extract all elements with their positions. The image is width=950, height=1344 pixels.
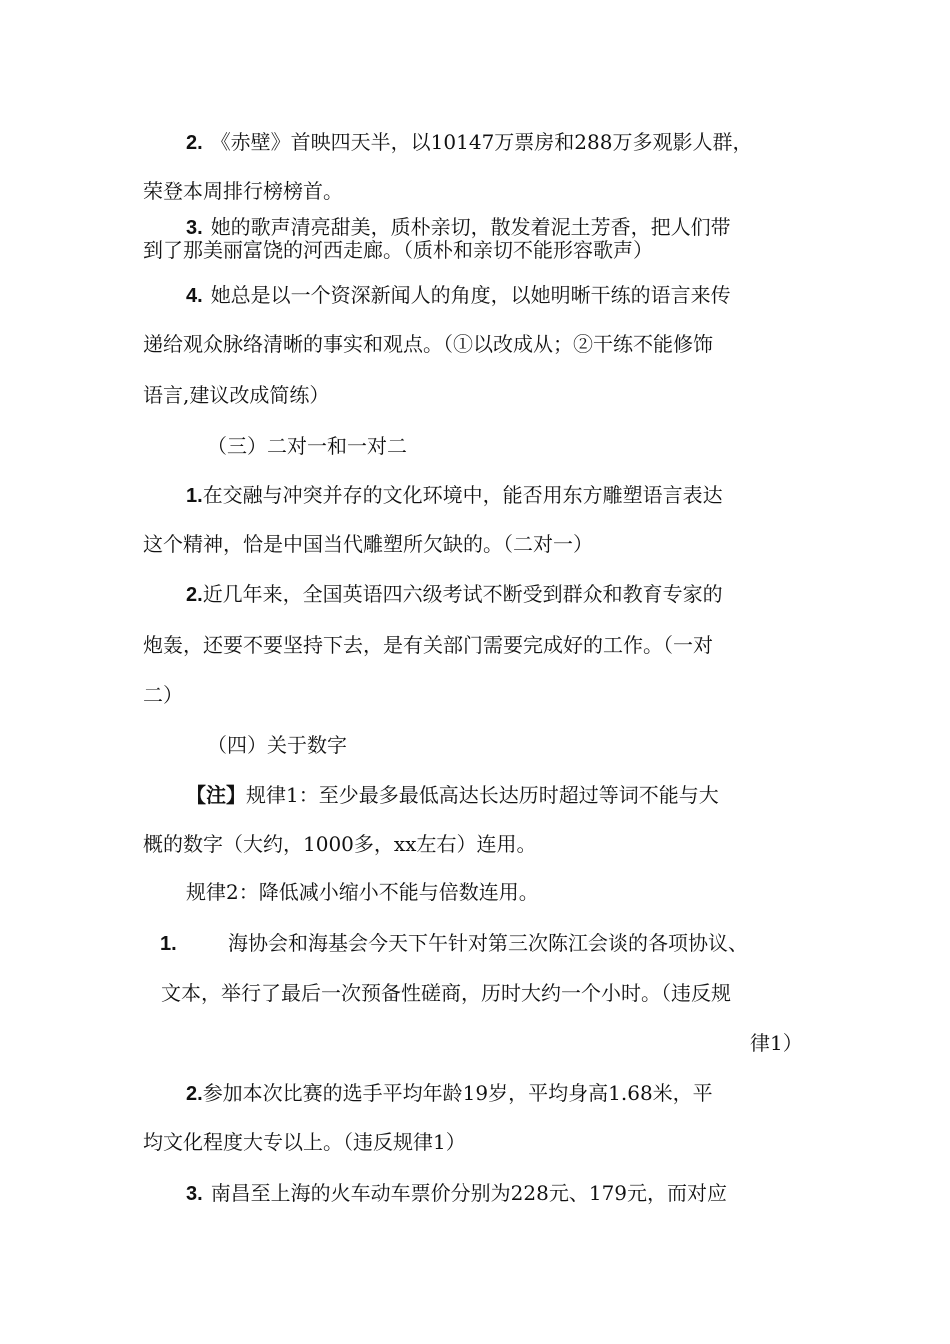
section-4-item-2-line-1: 2.参加本次比赛的选手平均年龄19岁，平均身高1.68米，平 [186, 1081, 713, 1105]
section-4-item-1-line-3: 律1） [750, 1031, 803, 1055]
note-rule-1-line-2: 概的数字（大约，1000多，xx左右）连用。 [143, 832, 537, 856]
note-tag: 【注】 [186, 783, 246, 807]
item-number: 2. [186, 584, 203, 606]
item-number: 2. [186, 1083, 203, 1105]
section-3-item-2-line-2: 炮轰，还要不要坚持下去，是有关部门需要完成好的工作。（一对 [143, 633, 713, 657]
section-4-item-3-line-1: 3. 南昌至上海的火车动车票价分别为228元、179元，而对应 [186, 1181, 728, 1205]
item-3-line-1: 3. 她的歌声清亮甜美，质朴亲切，散发着泥土芳香，把人们带 [186, 215, 731, 239]
section-3-item-2-line-3: 二） [143, 683, 183, 707]
item-number: 1. [186, 485, 203, 507]
item-4-line-2: 递给观众脉络清晰的事实和观点。（①以改成从；②干练不能修饰 [143, 332, 713, 356]
item-3-line-2: 到了那美丽富饶的河西走廊。（质朴和亲切不能形容歌声） [143, 238, 653, 262]
section-3-heading: （三）二对一和一对二 [207, 434, 407, 458]
note-rule-2: 规律2：降低减小缩小不能与倍数连用。 [186, 880, 539, 904]
item-2-line-2: 荣登本周排行榜榜首。 [143, 179, 343, 203]
section-4-heading: （四）关于数字 [207, 733, 347, 757]
section-4-item-1-number: 1. [160, 933, 177, 955]
item-number: 3. [186, 217, 203, 239]
item-4-line-1: 4. 她总是以一个资深新闻人的角度，以她明晰干练的语言来传 [186, 283, 731, 307]
section-4-item-2-line-2: 均文化程度大专以上。（违反规律1） [143, 1130, 466, 1154]
note-rule-1-line-1: 【注】规律1：至少最多最低高达长达历时超过等词不能与大 [186, 783, 719, 807]
item-4-line-3: 语言,建议改成简练） [143, 383, 330, 407]
section-3-item-1-line-1: 1.在交融与冲突并存的文化环境中，能否用东方雕塑语言表达 [186, 483, 723, 507]
item-number: 2. [186, 132, 203, 154]
item-number: 4. [186, 285, 203, 307]
item-2-line-1: 2. 《赤壁》首映四天半，以10147万票房和288万多观影人群， [186, 130, 753, 154]
section-3-item-1-line-2: 这个精神，恰是中国当代雕塑所欠缺的。（二对一） [143, 532, 593, 556]
item-number: 3. [186, 1183, 203, 1205]
section-3-item-2-line-1: 2.近几年来，全国英语四六级考试不断受到群众和教育专家的 [186, 582, 723, 606]
section-4-item-1-line-1: 海协会和海基会今天下午针对第三次陈江会谈的各项协议、 [228, 931, 748, 955]
section-4-item-1-line-2: 文本，举行了最后一次预备性磋商，历时大约一个小时。（违反规 [161, 981, 731, 1005]
